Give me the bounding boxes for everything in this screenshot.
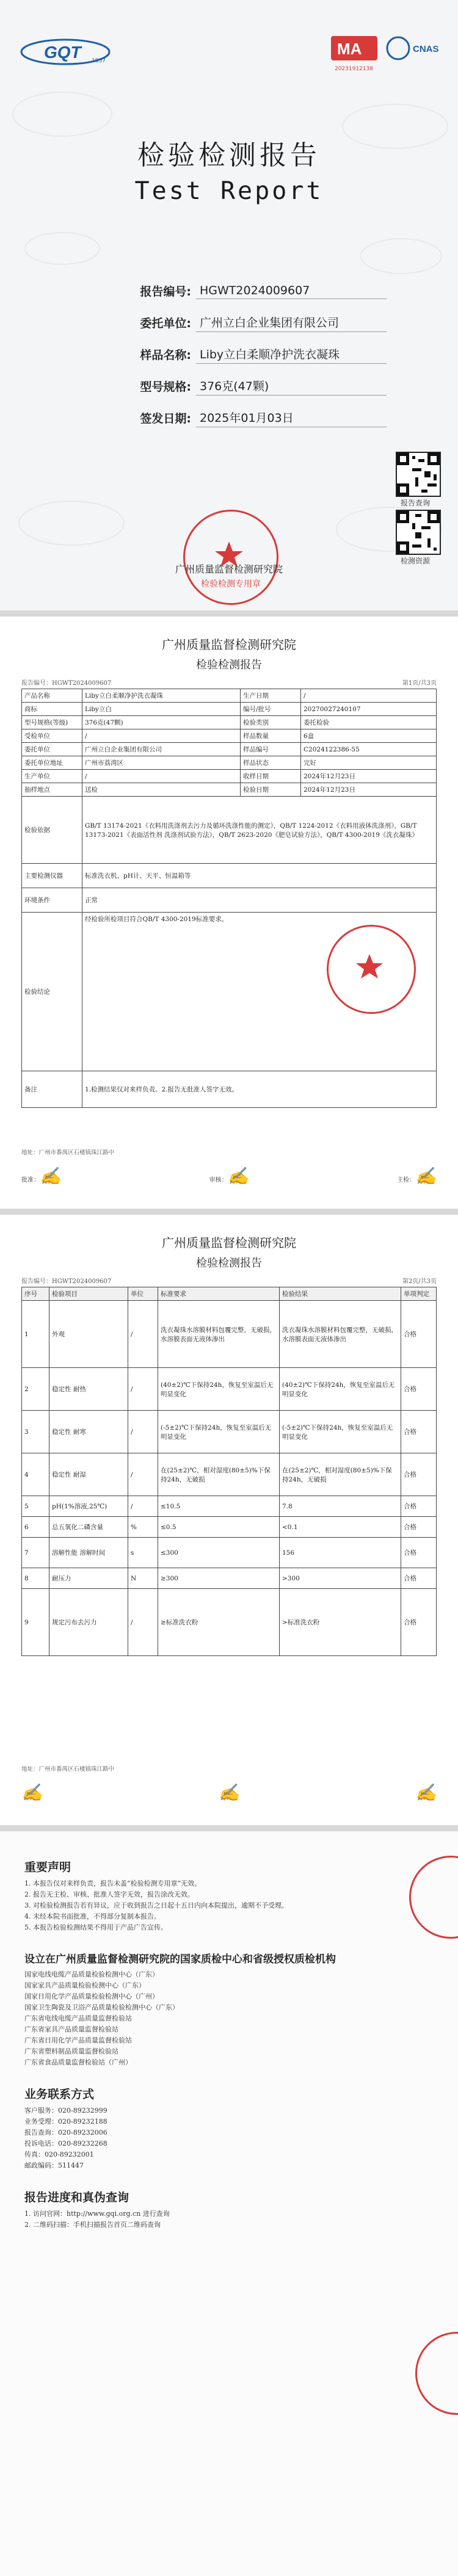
svg-text:CNAS: CNAS [413, 44, 439, 54]
page-number: 第1页/共3页 [402, 680, 437, 687]
signature-row [21, 1782, 437, 1803]
edge-stamp [415, 2332, 458, 2415]
info-table [21, 689, 437, 1108]
field-issue-date: 签发日期: 2025年01月03日 [119, 402, 387, 433]
statement-item: 1. 本报告仅对来样负责，报告未盖“检验检测专用章”无效。 [24, 1880, 202, 1887]
contact-item: 业务受理：020-89232188 [24, 2118, 107, 2126]
cma-logo [330, 34, 379, 67]
qr-caption-resource: 检测资源 [401, 557, 431, 565]
statement-section [24, 1850, 391, 2230]
page-org: 广州质量监督检测研究院 [162, 637, 296, 652]
table-row: 商标 Liby立白 编号/批号 20270027240107 [22, 703, 437, 716]
signature-reviewer: ✍ [227, 1166, 249, 1186]
contact-item: 报告查询：020-89232006 [24, 2129, 107, 2136]
page-header [0, 617, 458, 672]
edge-stamp [409, 1856, 458, 1939]
qr-code-resource[interactable] [396, 510, 441, 555]
table-row: 3 稳定性 耐寒 / (-5±2)℃下保持24h，恢复至室温后无明显变化 (-5±2)℃下保持24h，恢复至室温后无明显变化 合格 [22, 1411, 437, 1453]
query-item: 2. 二维码扫描：手机扫描报告首页二维码查询 [24, 2221, 161, 2229]
center-item: 国家家具产品质量检验检测中心（广东） [24, 1981, 145, 1989]
center-item: 国家卫生陶瓷及卫浴产品质量检验检测中心（广东） [24, 2003, 179, 2011]
center-item: 广东省食品质量监督检验站（广州） [24, 2058, 132, 2066]
contact-item: 邮政编码：511447 [24, 2162, 84, 2169]
cloud-pattern [12, 92, 112, 137]
report-back-page [0, 1831, 458, 2576]
report-title-cn: 检验检测报告 [137, 140, 321, 171]
svg-text:GQT: GQT [44, 43, 81, 62]
table-row: 备注 1.检测结果仅对来样负责。2.报告无批准人签字无效。 [22, 1071, 437, 1108]
section-heading: 设立在广州质量监督检测研究院的国家质检中心和省级授权质检机构 [24, 1953, 336, 1966]
section-heading: 重要声明 [24, 1861, 71, 1874]
report-number: 报告编号：HGWT2024009607 [21, 1278, 112, 1285]
table-row: 型号规格(等级) 376克(47颗) 检验类别 委托检验 [22, 716, 437, 729]
table-row: 检验依据 GB/T 13174-2021《衣料用洗涤剂去污力及循环洗涤性能的测定》，QB/T 1224-2012《衣料用液体洗涤剂》，GB/T 13173-2021《表面活性剂 洗涤剂试验方法》，QB/T 2623-2020《肥皂试验方法》，QB/T 4300-2019《洗衣凝珠》 [22, 797, 437, 864]
official-stamp [327, 925, 416, 1014]
table-row: 检验结论 经检验所检项目符合QB/T 4300-2019标准要求。 [22, 913, 437, 1071]
table-row: 8 耐压力 N ≥300 >300 合格 [22, 1568, 437, 1589]
report-page-2 [0, 1215, 458, 1825]
table-row: 7 溶解性能 溶解时间 s ≤300 156 合格 [22, 1538, 437, 1568]
table-row: 产品名称 Liby立白柔顺净护洗衣凝珠 生产日期 / [22, 689, 437, 703]
field-client: 委托单位: 广州立白企业集团有限公司 [119, 306, 387, 338]
section-heading: 业务联系方式 [24, 2088, 95, 2101]
table-row: 5 pH(1%溶液,25℃) / ≤10.5 7.8 合格 [22, 1496, 437, 1517]
table-row: 委托单位 广州立白企业集团有限公司 样品编号 C2024122386-55 [22, 743, 437, 756]
cloud-pattern [360, 238, 442, 274]
report-cover [0, 0, 458, 610]
field-sample-name: 样品名称: Liby立白柔顺净护洗衣凝珠 [119, 338, 387, 370]
qr-code-query[interactable] [396, 452, 441, 497]
page-footer-address: 地址：广州市番禺区石楼镇珠江路中 [21, 1766, 115, 1773]
table-row: 4 稳定性 耐湿 / 在(25±2)℃，相对湿度(80±5)%下保持24h，无破损 在(25±2)℃，相对湿度(80±5)%下保持24h，无破损 合格 [22, 1453, 437, 1496]
cover-fields [119, 275, 387, 433]
report-page-1 [0, 617, 458, 1209]
statement-item: 3. 对检验检测报告若有异议，应于收到报告之日起十五日内向本院提出，逾期不予受理。 [24, 1901, 288, 1909]
table-row: 受检单位 / 样品数量 6盒 [22, 729, 437, 743]
cma-number: 20231912138 [335, 66, 373, 72]
query-item: 1. 访问官网：http://www.gqi.org.cn 进行查询 [24, 2210, 170, 2218]
official-stamp: 检验检测专用章 [183, 510, 278, 605]
contact-item: 客户服务：020-89232999 [24, 2107, 107, 2115]
table-row: 环境条件 正常 [22, 888, 437, 913]
page-meta [21, 1276, 437, 1285]
signature-approver: ✍ [21, 1782, 43, 1803]
center-item: 广东省电线电缆产品质量监督检验站 [24, 2014, 132, 2022]
signature-reviewer: ✍ [218, 1782, 240, 1803]
cnas-logo [385, 34, 440, 67]
field-specification: 型号规格: 376克(47颗) [119, 370, 387, 402]
results-table [21, 1287, 437, 1656]
contact-item: 投诉电话：020-89232268 [24, 2140, 107, 2147]
conclusion-text: 经检验所检项目符合QB/T 4300-2019标准要求。 [85, 916, 228, 923]
table-row: 9 规定污布去污力 / ≥标准洗衣粉 >标准洗衣粉 合格 [22, 1589, 437, 1656]
report-title-en: Test Report [134, 177, 324, 205]
contact-item: 传真：020-89232001 [24, 2151, 94, 2158]
page-footer-address: 地址：广州市番禺区石楼镇珠江路中 [21, 1149, 115, 1156]
statement-item: 2. 报告无主检、审核、批准人签字无效，报告涂改无效。 [24, 1890, 194, 1898]
statement-item: 5. 本报告检验检测结果不得用于产品广告宣传。 [24, 1923, 167, 1931]
table-header: 序号 检验项目 单位 标准要求 检验结果 单项判定 [22, 1287, 437, 1301]
table-row: 2 稳定性 耐热 / (40±2)℃下保持24h，恢复至室温后无明显变化 (40±2)℃下保持24h，恢复至室温后无明显变化 合格 [22, 1368, 437, 1411]
signature-approver: ✍ [40, 1166, 61, 1186]
page-header [0, 1215, 458, 1270]
center-item: 广东省家具产品质量监督检验站 [24, 2025, 118, 2033]
table-row: 生产单位 / 收样日期 2024年12月23日 [22, 770, 437, 783]
issuing-org: 广州质量监督检测研究院 [175, 563, 283, 575]
statement-item: 4. 未经本院书面批准，不得部分复制本报告。 [24, 1912, 161, 1920]
page-title: 检验检测报告 [196, 659, 262, 671]
page-org: 广州质量监督检测研究院 [162, 1236, 296, 1250]
table-row: 主要检测仪器 标准洗衣机、pH计、天平、恒温箱等 [22, 864, 437, 888]
signature-tester: ✍ [415, 1782, 437, 1803]
logo-year: 1957 [92, 58, 106, 64]
center-item: 国家电线电缆产品质量检验检测中心（广东） [24, 1970, 159, 1978]
center-item: 国家日用化学产品质量检验检测中心（广州） [24, 1992, 159, 2000]
svg-text:MA: MA [337, 40, 362, 58]
page-title: 检验检测报告 [196, 1257, 262, 1270]
report-number: 报告编号：HGWT2024009607 [21, 680, 112, 687]
page-meta [21, 678, 437, 687]
center-item: 广东省塑料制品质量监督检验站 [24, 2047, 118, 2055]
center-item: 广东省日用化学产品质量监督检验站 [24, 2036, 132, 2044]
table-row: 1 外观 / 洗衣凝珠水溶膜材料包覆完整，无破损，水溶膜表面无液体渗出 洗衣凝珠水溶膜材料包覆完整，无破损，水溶膜表面无液体渗出 合格 [22, 1301, 437, 1368]
table-row: 抽样地点 送检 检验日期 2024年12月23日 [22, 783, 437, 797]
qr-caption-query: 报告查询 [401, 499, 431, 507]
section-heading: 报告进度和真伪查询 [24, 2191, 129, 2204]
table-row: 委托单位地址 广州市荔湾区 样品状态 完好 [22, 756, 437, 770]
signature-tester: ✍ [415, 1166, 437, 1186]
signature-row: 批准：✍ 审核：✍ 主检：✍ [21, 1166, 437, 1186]
table-row: 6 总五氧化二磷含量 % ≤0.5 <0.1 合格 [22, 1517, 437, 1538]
cloud-pattern [18, 501, 125, 546]
field-report-number: 报告编号: HGWT2024009607 [119, 275, 387, 306]
cloud-pattern [24, 232, 100, 265]
page-number: 第2页/共3页 [402, 1278, 437, 1285]
